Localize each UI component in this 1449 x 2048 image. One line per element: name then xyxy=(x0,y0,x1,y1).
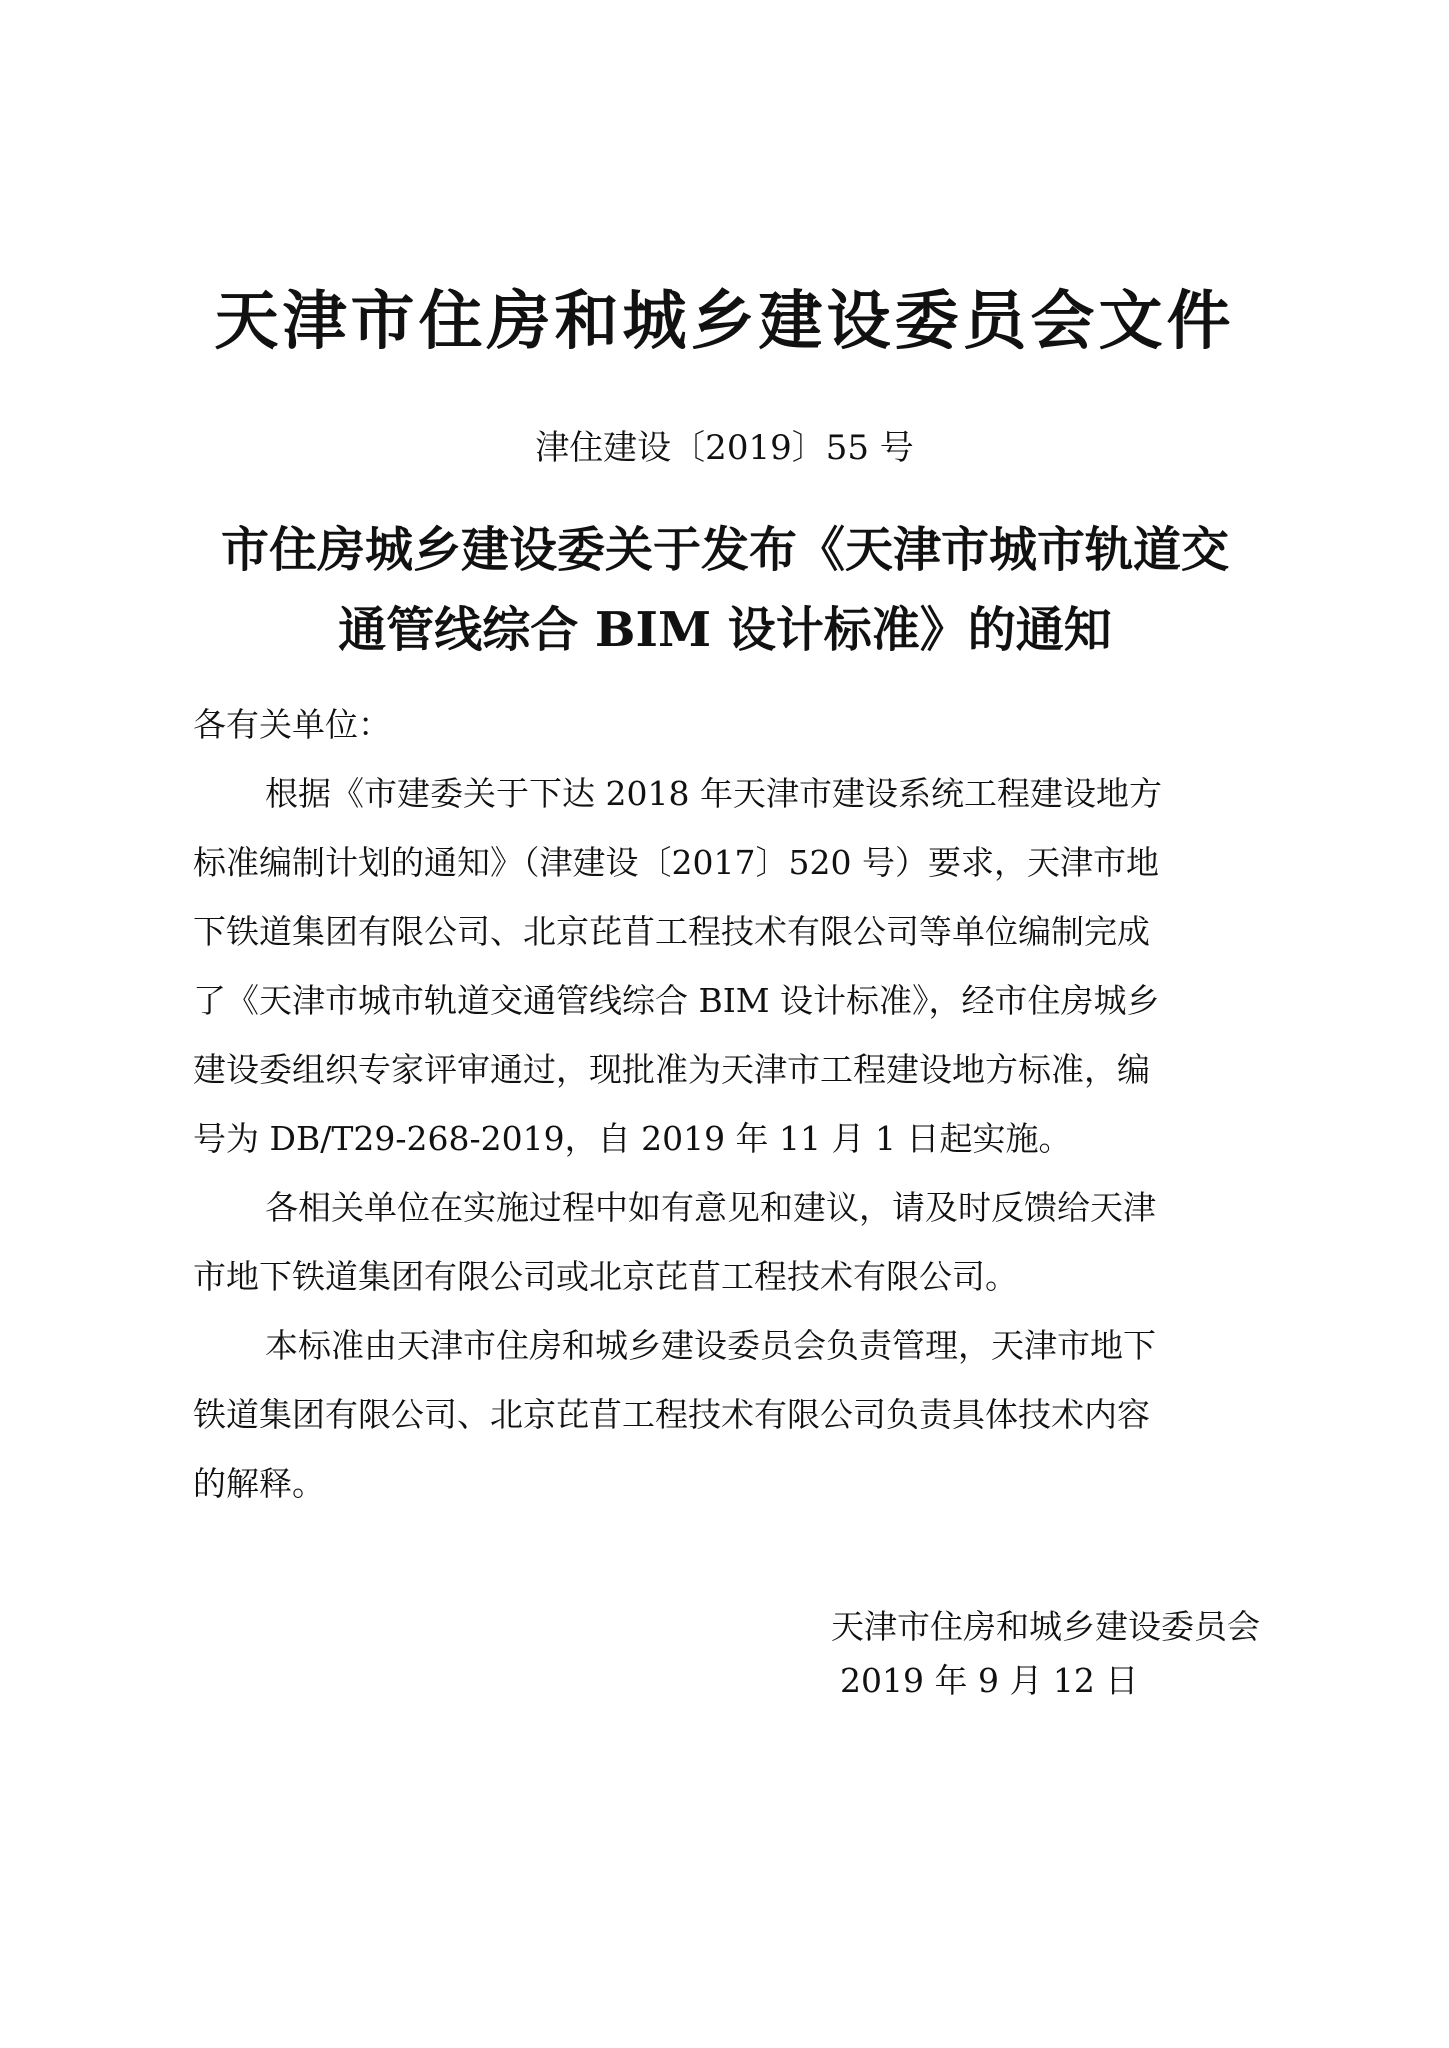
notice-body xyxy=(193,690,1273,1518)
paragraph-line: 的解释。 xyxy=(193,1464,325,1503)
paragraph-line: 号为 DB/T29-268-2019，自 2019 年 11 月 1 日起实施。 xyxy=(193,1119,1072,1158)
signature-org: 天津市住房和城乡建设委员会 xyxy=(831,1607,1260,1646)
paragraph-line: 下铁道集团有限公司、北京芘苜工程技术有限公司等单位编制完成 xyxy=(193,912,1150,951)
paragraph-management xyxy=(193,1311,1273,1518)
paragraph-line: 各相关单位在实施过程中如有意见和建议，请及时反馈给天津 xyxy=(265,1188,1156,1227)
org-file-title: 天津市住房和城乡建设委员会文件 xyxy=(214,284,1235,359)
paragraph-line: 标准编制计划的通知》（津建设〔2017〕520 号）要求，天津市地 xyxy=(193,843,1159,882)
paragraph-line: 建设委组织专家评审通过，现批准为天津市工程建设地方标准，编 xyxy=(193,1050,1150,1089)
paragraph-line: 铁道集团有限公司、北京芘苜工程技术有限公司负责具体技术内容 xyxy=(193,1395,1150,1434)
paragraph-feedback xyxy=(193,1173,1273,1311)
paragraph-line: 根据《市建委关于下达 2018 年天津市建设系统工程建设地方 xyxy=(265,774,1162,813)
paragraph-line: 本标准由天津市住房和城乡建设委员会负责管理，天津市地下 xyxy=(265,1326,1156,1365)
signature-date: 2019 年 9 月 12 日 xyxy=(840,1661,1139,1700)
document-number: 津住建设〔2019〕55 号 xyxy=(535,428,914,468)
paragraph-line: 市地下铁道集团有限公司或北京芘苜工程技术有限公司。 xyxy=(193,1257,1018,1296)
salutation: 各有关单位： xyxy=(193,705,391,744)
signature-block xyxy=(700,1600,1260,1708)
paragraph-approval xyxy=(193,759,1273,1173)
notice-title-line-2: 通管线综合 BIM 设计标准》的通知 xyxy=(338,602,1112,658)
notice-title-line-1: 市住房城乡建设委关于发布《天津市城市轨道交 xyxy=(220,522,1229,578)
paragraph-line: 了《天津市城市轨道交通管线综合 BIM 设计标准》，经市住房城乡 xyxy=(193,981,1160,1020)
notice-title xyxy=(150,510,1300,670)
